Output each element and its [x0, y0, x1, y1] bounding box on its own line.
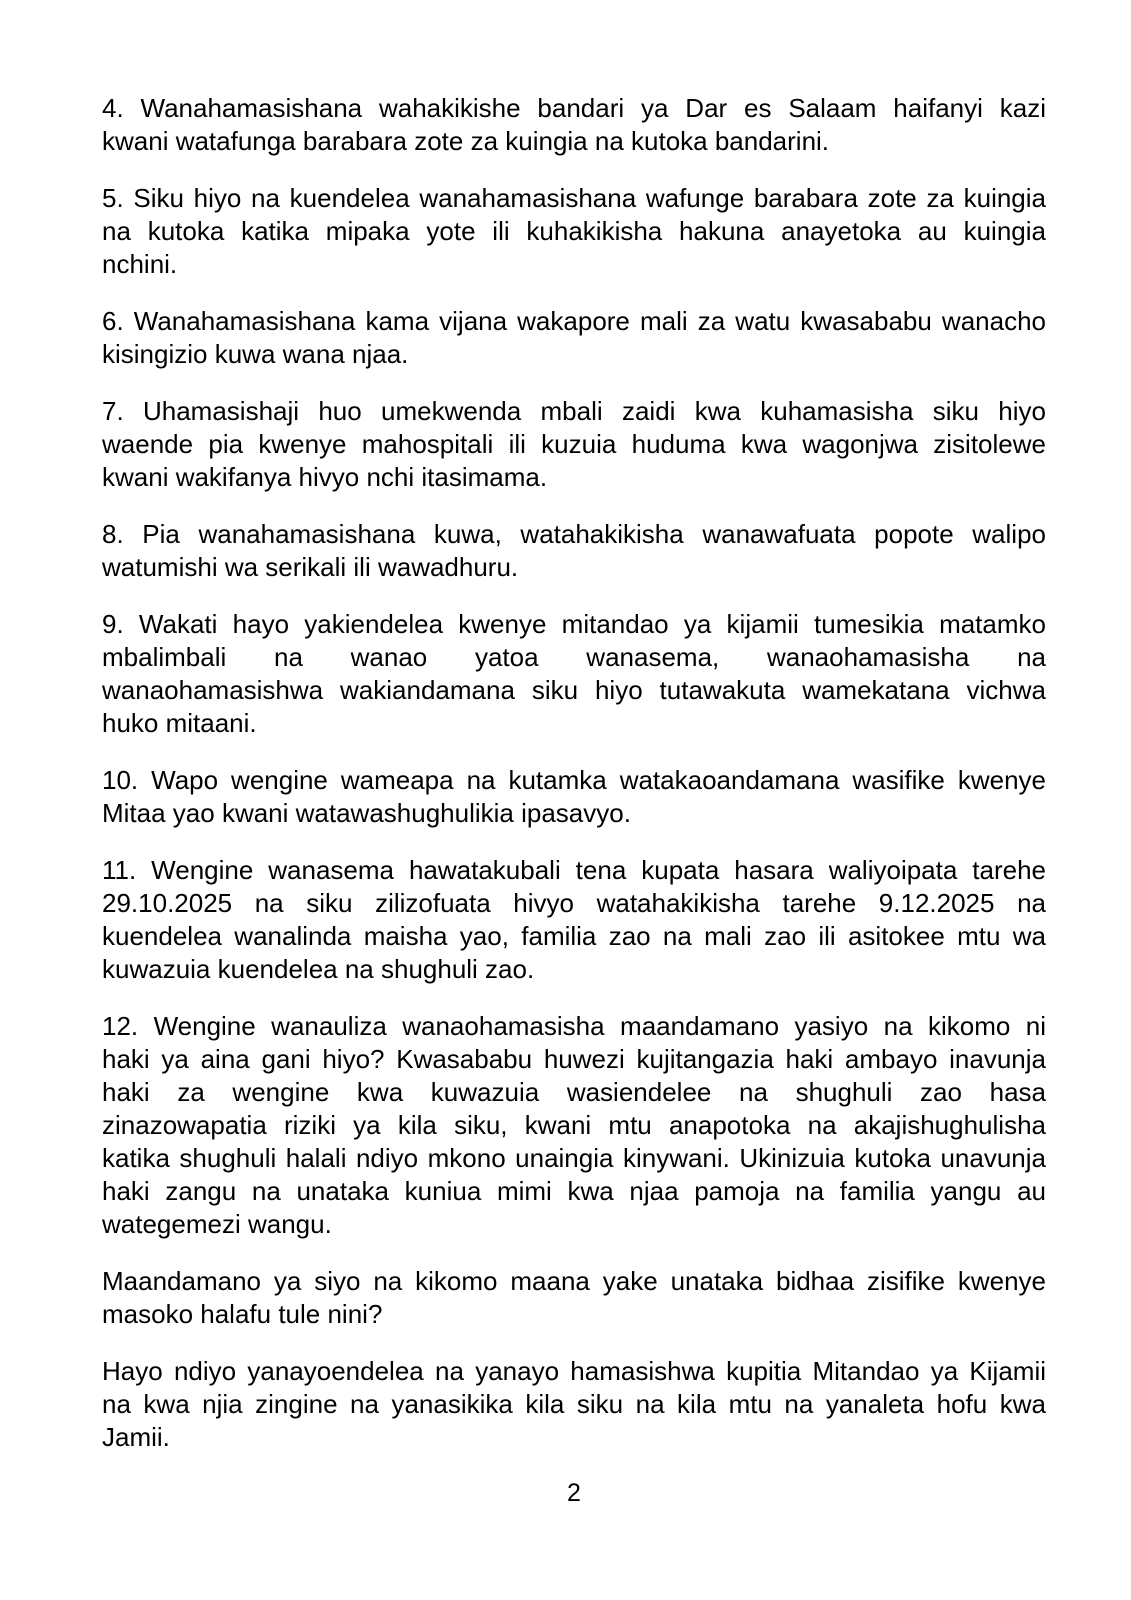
paragraph-line: nchini.	[102, 249, 178, 279]
paragraph-line: kuendelea wanalinda maisha yao, familia zao na mali zao ili asitokee mtu wa	[102, 921, 1046, 951]
paragraph-line: 8. Pia wanahamasishana kuwa, watahakikisha wanawafuata popote walipo	[102, 519, 1046, 549]
paragraph-line: wanaohamasishwa wakiandamana siku hiyo tutawakuta wamekatana vichwa	[102, 675, 1046, 705]
paragraph-line: kuwazuia kuendelea na shughuli zao.	[102, 954, 535, 984]
paragraph-line: mbalimbali na wanao yatoa wanasema, wanaohamasisha na	[102, 642, 1046, 672]
paragraph	[102, 608, 1046, 740]
paragraph-line: waende pia kwenye mahospitali ili kuzuia huduma kwa wagonjwa zisitolewe	[102, 429, 1046, 459]
document-body	[102, 92, 1046, 1478]
paragraph-line: Maandamano ya siyo na kikomo maana yake unataka bidhaa zisifike kwenye	[102, 1266, 1046, 1296]
paragraph-line: masoko halafu tule nini?	[102, 1299, 383, 1329]
paragraph-line: na kwa njia zingine na yanasikika kila siku na kila mtu na yanaleta hofu kwa	[102, 1389, 1046, 1419]
paragraph-line: haki zangu na unataka kuniua mimi kwa njaa pamoja na familia yangu au	[102, 1176, 1046, 1206]
paragraph-line: 10. Wapo wengine wameapa na kutamka watakaoandamana wasifike kwenye	[102, 765, 1046, 795]
paragraph	[102, 1355, 1046, 1454]
paragraph-line: watumishi wa serikali ili wawadhuru.	[102, 552, 519, 582]
paragraph	[102, 1010, 1046, 1241]
page-footer	[102, 1478, 1046, 1508]
paragraph	[102, 92, 1046, 158]
paragraph-line: kisingizio kuwa wana njaa.	[102, 339, 409, 369]
paragraph-line: 29.10.2025 na siku zilizofuata hivyo watahakikisha tarehe 9.12.2025 na	[102, 888, 1046, 918]
paragraph	[102, 1265, 1046, 1331]
paragraph-line: kwani watafunga barabara zote za kuingia na kutoka bandarini.	[102, 126, 830, 156]
paragraph-line: wategemezi wangu.	[102, 1209, 332, 1239]
paragraph-line: 5. Siku hiyo na kuendelea wanahamasishana wafunge barabara zote za kuingia	[102, 183, 1046, 213]
paragraph	[102, 395, 1046, 494]
paragraph-line: Jamii.	[102, 1422, 170, 1452]
paragraph-line: haki za wengine kwa kuwazuia wasiendelee na shughuli zao hasa	[102, 1077, 1046, 1107]
paragraph-line: 6. Wanahamasishana kama vijana wakapore mali za watu kwasababu wanacho	[102, 306, 1046, 336]
paragraph	[102, 305, 1046, 371]
paragraph	[102, 854, 1046, 986]
paragraph-line: 7. Uhamasishaji huo umekwenda mbali zaidi kwa kuhamasisha siku hiyo	[102, 396, 1046, 426]
paragraph-line: kwani wakifanya hivyo nchi itasimama.	[102, 462, 548, 492]
paragraph-line: zinazowapatia riziki ya kila siku, kwani mtu anapotoka na akajishughulisha	[102, 1110, 1046, 1140]
page-number: 2	[567, 1479, 581, 1507]
paragraph-line: Mitaa yao kwani watawashughulikia ipasavyo.	[102, 798, 631, 828]
paragraph-line: 11. Wengine wanasema hawatakubali tena kupata hasara waliyoipata tarehe	[102, 855, 1046, 885]
paragraph-line: 4. Wanahamasishana wahakikishe bandari ya Dar es Salaam haifanyi kazi	[102, 93, 1046, 123]
paragraph-line: Hayo ndiyo yanayoendelea na yanayo hamasishwa kupitia Mitandao ya Kijamii	[102, 1356, 1046, 1386]
paragraph-line: katika shughuli halali ndiyo mkono unaingia kinywani. Ukinizuia kutoka unavunja	[102, 1143, 1046, 1173]
paragraph-line: haki ya aina gani hiyo? Kwasababu huwezi kujitangazia haki ambayo inavunja	[102, 1044, 1046, 1074]
paragraph	[102, 182, 1046, 281]
paragraph-line: 12. Wengine wanauliza wanaohamasisha maandamano yasiyo na kikomo ni	[102, 1011, 1046, 1041]
paragraph-line: huko mitaani.	[102, 708, 257, 738]
paragraph-line: na kutoka katika mipaka yote ili kuhakikisha hakuna anayetoka au kuingia	[102, 216, 1046, 246]
paragraph-line: 9. Wakati hayo yakiendelea kwenye mitandao ya kijamii tumesikia matamko	[102, 609, 1046, 639]
paragraph	[102, 518, 1046, 584]
paragraph	[102, 764, 1046, 830]
